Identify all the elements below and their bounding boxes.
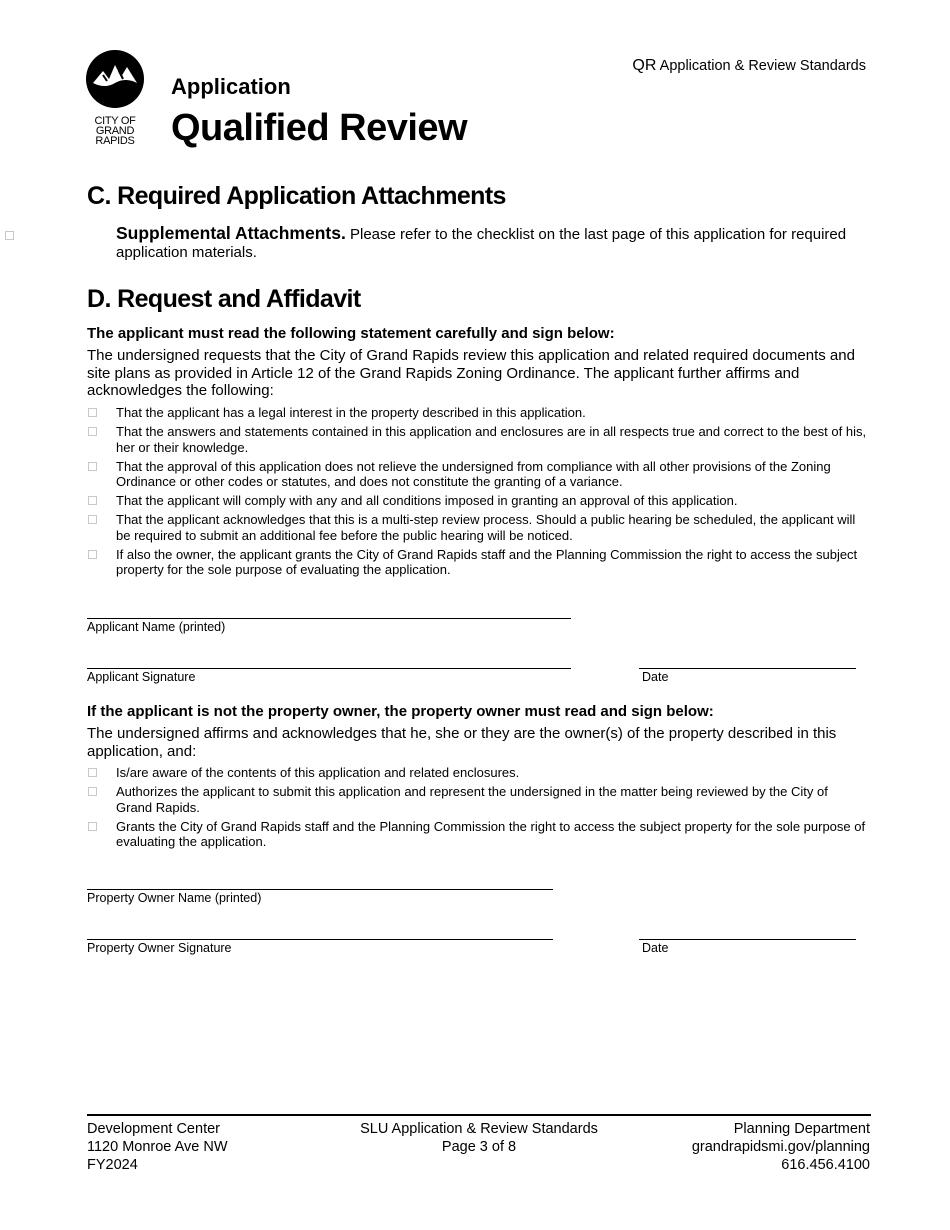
item-checkbox[interactable] <box>88 822 97 831</box>
footer-center: SLU Application & Review Standards Page 3 of 8 <box>329 1120 629 1156</box>
applicant-instruction: The applicant must read the following statement carefully and sign below: <box>87 325 615 342</box>
page-number: Page 3 of 8 <box>441 1139 517 1155</box>
item-checkbox[interactable] <box>88 496 97 505</box>
list-item: Authorizes the applicant to submit this application and represent the undersigned in the matter being reviewed by the City of Grand Rapids. <box>87 784 867 815</box>
item-checkbox[interactable] <box>88 427 97 436</box>
city-logo <box>85 49 145 146</box>
applicant-acknowledgements <box>87 405 867 581</box>
applicant-statement: The undersigned requests that the City of Grand Rapids review this application and related required documents and site plans as provided in Article 12 of the Grand Rapids Zoning Ordinance. The applicant further affirms and acknowledges the following: <box>87 347 855 399</box>
footer-right: Planning Department grandrapidsmi.gov/planning 616.456.4100 <box>691 1121 870 1173</box>
item-checkbox[interactable] <box>88 768 97 777</box>
footer-left: Development Center 1120 Monroe Ave NW FY2024 <box>87 1121 228 1173</box>
item-checkbox[interactable] <box>88 408 97 417</box>
city-logo-icon <box>85 49 145 109</box>
owner-instruction: If the applicant is not the property owner, the property owner must read and sign below: <box>87 703 714 720</box>
supplemental-text: Please refer to the checklist on the last page of this application for required application materials. <box>116 226 847 261</box>
owner-signature-field[interactable] <box>87 939 553 940</box>
item-checkbox[interactable] <box>88 787 97 796</box>
applicant-date-field[interactable] <box>639 668 856 669</box>
section-c-title: C. Required Application Attachments <box>87 182 506 210</box>
applicant-signature-label: Applicant Signature <box>87 670 196 684</box>
list-item: If also the owner, the applicant grants the City of Grand Rapids staff and the Planning Commission the right to access the subject property for the sole purpose of evaluating the application. <box>87 547 867 578</box>
owner-date-field[interactable] <box>639 939 856 940</box>
owner-acknowledgements <box>87 765 867 853</box>
list-item: Is/are aware of the contents of this application and related enclosures. <box>87 765 867 781</box>
item-checkbox[interactable] <box>88 462 97 471</box>
supplemental-checkbox[interactable] <box>5 231 14 240</box>
applicant-date-label: Date <box>642 670 669 684</box>
item-checkbox[interactable] <box>88 550 97 559</box>
owner-signature-label: Property Owner Signature <box>87 941 232 955</box>
supplemental-heading: Supplemental Attachments. <box>116 223 346 243</box>
supplemental-attachments <box>116 225 856 261</box>
list-item: That the applicant acknowledges that this is a multi-step review process. Should a public hearing be scheduled, the applicant will be required to submit an additional fee before the public hearing will be noticed. <box>87 512 867 543</box>
list-item: That the applicant has a legal interest in the property described in this application. <box>87 405 867 421</box>
owner-name-label: Property Owner Name (printed) <box>87 891 262 905</box>
owner-date-label: Date <box>642 941 669 955</box>
application-label: Application <box>171 74 291 99</box>
list-item: Grants the City of Grand Rapids staff and the Planning Commission the right to access the subject property for the sole purpose of evaluating the application. <box>87 819 867 850</box>
page-title: Qualified Review <box>171 107 468 149</box>
applicant-signature-field[interactable] <box>87 668 571 669</box>
document-label: QR Application & Review Standards <box>632 57 866 74</box>
owner-statement: The undersigned affirms and acknowledges that he, she or they are the owner(s) of the property described in this application, and: <box>87 725 837 760</box>
owner-name-field[interactable] <box>87 889 553 890</box>
list-item: That the approval of this application does not relieve the undersigned from compliance with all other provisions of the Zoning Ordinance or other codes or statutes, and does not constitute the granting of a variance. <box>87 459 867 490</box>
list-item: That the answers and statements contained in this application and enclosures are in all respects true and correct to the best of his, her or their knowledge. <box>87 424 867 455</box>
footer-divider <box>87 1114 871 1116</box>
list-item: That the applicant will comply with any and all conditions imposed in granting an approval of this application. <box>87 493 867 509</box>
applicant-name-label: Applicant Name (printed) <box>87 620 226 634</box>
applicant-name-field[interactable] <box>87 618 571 619</box>
section-d-title: D. Request and Affidavit <box>87 285 361 313</box>
item-checkbox[interactable] <box>88 515 97 524</box>
logo-text: CITY OF GRAND RAPIDS <box>94 115 136 147</box>
